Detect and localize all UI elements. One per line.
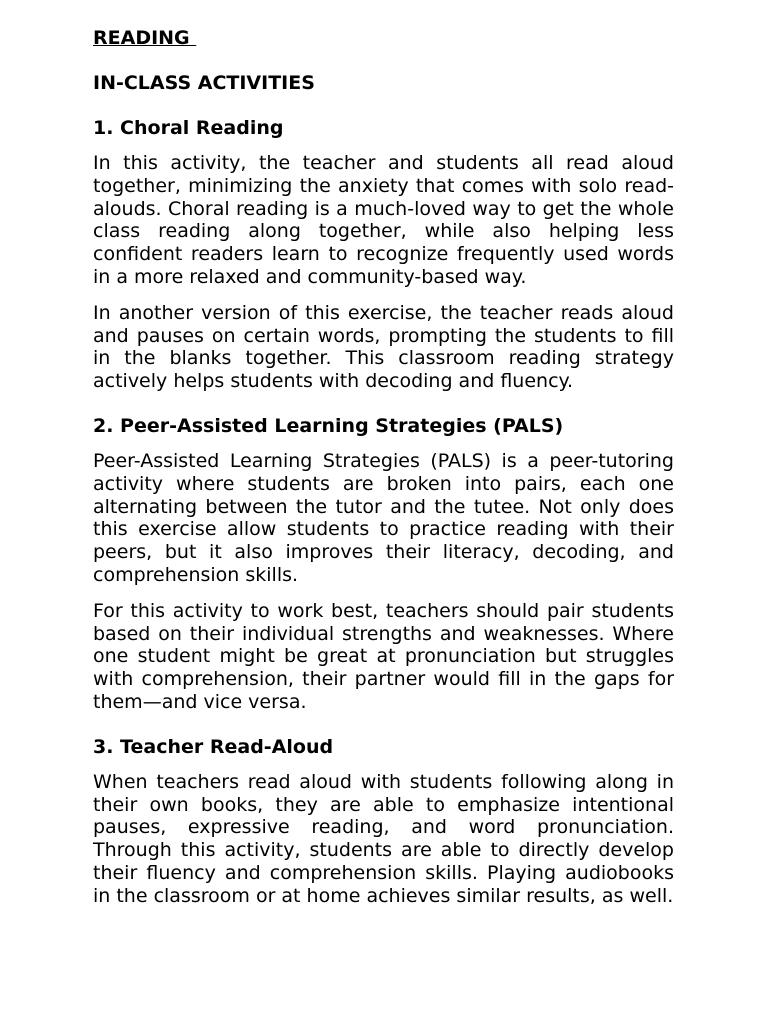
section-teacher-read-aloud <box>93 735 674 908</box>
paragraph: In another version of this exercise, the teacher reads aloud and pauses on certain words, prompting the students to fill in the blanks together. This classroom reading strategy actively helps students with decoding and fluency. <box>93 301 674 393</box>
paragraph: Peer-Assisted Learning Strategies (PALS) is a peer-tutoring activity where students are broken into pairs, each one alternating between the tutor and the tutee. Not only does this exercise allow students to practice reading with their peers, but it also improves their literacy, decoding, and comprehension skills. <box>93 449 674 586</box>
document-page <box>93 26 674 908</box>
document-subtitle: IN-CLASS ACTIVITIES <box>93 72 315 94</box>
section-choral-reading <box>93 116 674 393</box>
paragraph: When teachers read aloud with students following along in their own books, they are able to emphasize intentional pauses, expressive reading, and word pronunciation. Through this activity, students are able to directly develop their fluency and comprehension skills. Playing audiobooks in the classroom or at home achieves similar results, as well. <box>93 770 674 907</box>
section-heading: 1. Choral Reading <box>93 117 284 139</box>
section-heading: 3. Teacher Read-Aloud <box>93 735 334 758</box>
paragraph: For this activity to work best, teachers should pair students based on their individual strengths and weaknesses. Where one student might be great at pronunciation but struggles with comprehension, their partner would fill in the gaps for them—and vice versa. <box>93 599 674 713</box>
section-pals <box>93 414 674 714</box>
document-title: READING <box>93 27 197 49</box>
paragraph: In this activity, the teacher and students all read aloud together, minimizing the anxiety that comes with solo read-alouds. Choral reading is a much-loved way to get the whole class reading along together, while also helping less confident readers learn to recognize frequently used words in a more relaxed and community-based way. <box>93 152 674 288</box>
section-heading: 2. Peer-Assisted Learning Strategies (PALS) <box>93 414 564 437</box>
